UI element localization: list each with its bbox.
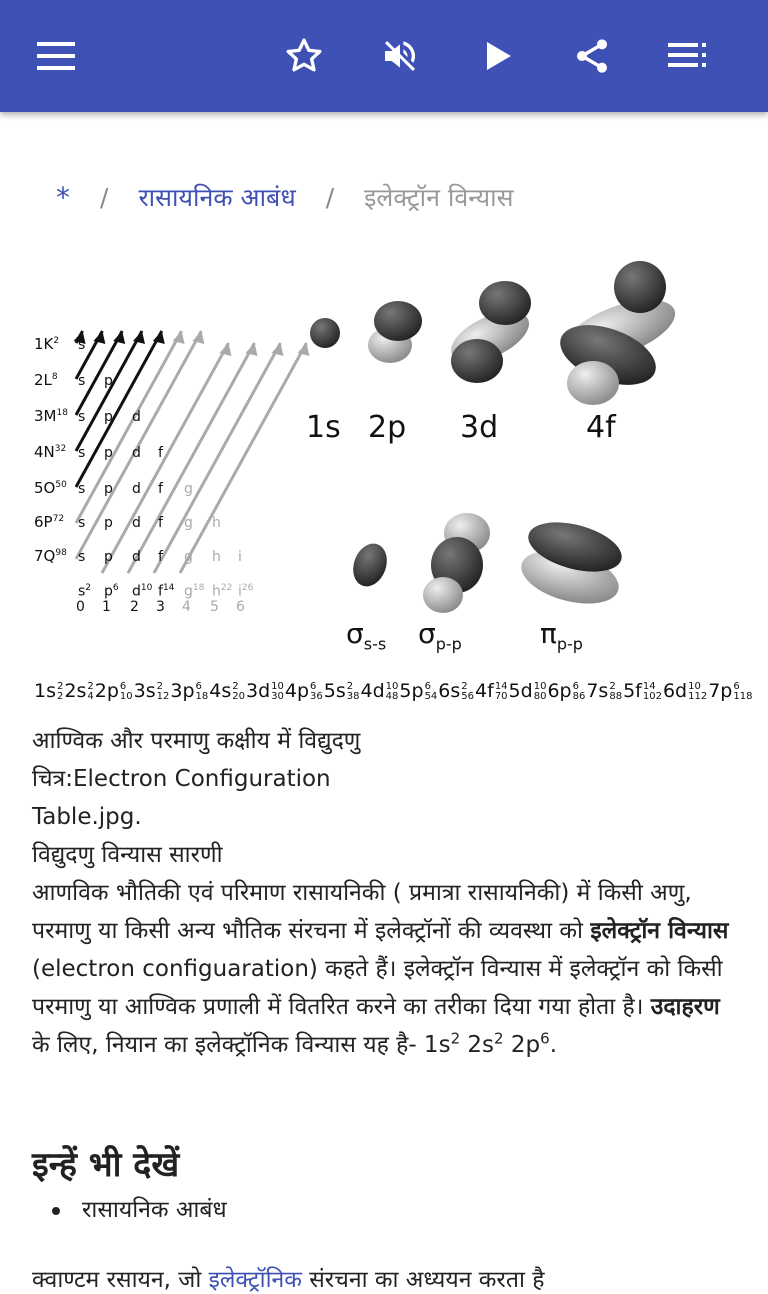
shell-capacity: 18: [56, 408, 68, 418]
caption-line: विद्युदणु विन्यास सारणी: [32, 842, 223, 868]
orbital-letter: s: [78, 549, 86, 565]
bond-sigma-pp: [423, 513, 490, 613]
aufbau-arrow: [154, 343, 281, 573]
formula-term: 5f 14 102: [623, 680, 662, 702]
menu-icon[interactable]: [28, 28, 84, 84]
orbital-letter: g: [184, 549, 193, 565]
formula-term: 7s 2 88: [586, 680, 623, 702]
orbital-letter: f: [158, 515, 163, 531]
breadcrumb-home[interactable]: *: [56, 180, 70, 214]
subshell-capacity: $d^{10}$: [132, 583, 153, 600]
orbital-letter: s: [78, 409, 86, 425]
shell-label: $2L^8$: [34, 371, 58, 389]
orbital-letter: s: [78, 481, 86, 497]
shell-label: $5O^{50}$: [34, 479, 67, 497]
volume-off-icon[interactable]: [372, 28, 428, 84]
orbital-letter: p: [104, 445, 113, 461]
subshell-capacity: $i^{26}$: [238, 583, 254, 600]
bond-label-sigma-ss: $\sigma_{s-s}$: [346, 617, 387, 654]
subshell-capacity: $f^{14}$: [158, 583, 175, 600]
l-value: 1: [102, 599, 111, 615]
formula-term: 2p 6 10: [94, 680, 133, 702]
shell-label: $1K^2$: [34, 335, 60, 353]
formula-term: 4f 14 70: [475, 680, 508, 702]
orbital-4f: [552, 261, 683, 405]
aufbau-arrow: [76, 331, 182, 523]
see-also-list: [52, 1192, 227, 1224]
app-bar: [0, 0, 768, 112]
shell-label: $7Q^{98}$: [34, 547, 67, 565]
orbital-letter: i: [238, 549, 242, 565]
orbital-letter: p: [104, 515, 113, 531]
formula-term: 2s 2 4: [64, 680, 94, 702]
intro-paragraph: आणविक भौतिकी एवं परिमाण रासायनिकी ( प्रमात्रा रासायनिकी) में किसी अणु, परमाणु या किसी अन्य भौतिक संरचना में इलेक्ट्रॉनों की व्यवस्था को इलेक्ट्रॉन विन्यास (electron configuaration) कहते हैं। इलेक्ट्रॉन विन्यास में इलेक्ट्रॉन को किसी परमाणु या आण्विक प्रणाली में वितरित करने का तरीका दिया गया होता है। उदाहरण के लिए, नियान का इलेक्ट्रॉनिक विन्यास यह है- $1s^2$ $2s^2$ $2p^6$.: [32, 880, 729, 1058]
orbital-letter: g: [184, 481, 193, 497]
formula-term: 5d 10 80: [508, 680, 547, 702]
shell-capacity: 8: [51, 372, 58, 382]
formula-term: 4s 2 20: [209, 680, 245, 702]
orbital-letter: d: [132, 481, 141, 497]
formula-term: 5p 6 54: [399, 680, 438, 702]
orbital-label-1s: 1s: [306, 410, 341, 445]
orbital-letter: p: [104, 409, 113, 425]
orbital-letter: p: [104, 549, 113, 565]
shell-capacity: 72: [52, 514, 65, 524]
see-also-heading: इन्हें भी देखें: [32, 1145, 180, 1185]
orbital-figure: [30, 255, 740, 655]
subshell-capacity: $p^6$: [104, 583, 119, 600]
orbital-label-3d: 3d: [460, 410, 499, 445]
orbital-letter: f: [158, 481, 163, 497]
orbital-letter: s: [78, 373, 86, 389]
shell-label: $6P^{72}$: [34, 513, 65, 531]
play-icon[interactable]: [470, 28, 526, 84]
breadcrumb-separator: /: [100, 182, 109, 212]
formula-term: 4p 6 36: [284, 680, 323, 702]
aufbau-arrow: [102, 343, 229, 573]
orbital-letter: h: [212, 515, 221, 531]
breadcrumb-parent[interactable]: रासायनिक आबंध: [138, 183, 296, 212]
shell-label: $4N^{32}$: [34, 443, 67, 461]
shell-capacity: 50: [55, 480, 67, 490]
orbital-letter: s: [78, 445, 86, 461]
aufbau-arrow: [180, 343, 307, 573]
l-value: 2: [130, 599, 139, 615]
caption-line: आण्विक और परमाणु कक्षीय में विद्युदणु: [32, 728, 361, 754]
shell-capacity: 32: [54, 444, 67, 454]
article-content: [32, 722, 732, 1064]
formula-term: 3s 2 12: [133, 680, 170, 702]
l-value: 0: [76, 599, 85, 615]
configuration-formula: [34, 680, 753, 702]
caption-line: Table.jpg.: [32, 804, 142, 830]
inline-link[interactable]: इलेक्ट्रॉनिक: [208, 1267, 302, 1293]
orbital-letter: f: [158, 445, 163, 461]
orbital-2p: [368, 301, 422, 363]
formula-term: 4d 10 48: [360, 680, 399, 702]
subshell-capacity: $g^{18}$: [184, 583, 205, 600]
orbital-1s: [310, 318, 340, 348]
example-bold: उदाहरण: [650, 994, 720, 1020]
term-bold: इलेक्ट्रॉन विन्यास: [590, 918, 729, 944]
formula-term: 7p 6 118: [708, 680, 753, 702]
orbital-label-4f: 4f: [586, 410, 616, 445]
orbital-letter: g: [184, 515, 193, 531]
share-icon[interactable]: [564, 28, 620, 84]
orbital-letter: s: [78, 515, 86, 531]
l-value: 4: [182, 599, 191, 615]
shell-label: $3M^{18}$: [34, 407, 68, 425]
aufbau-arrow: [128, 343, 255, 573]
see-also-link[interactable]: रासायनिक आबंध: [82, 1197, 227, 1223]
l-value: 3: [156, 599, 165, 615]
caption-line: चित्र:Electron Configuration: [32, 766, 331, 792]
bond-pi-pp: [515, 513, 627, 613]
bond-label-pi-pp: $\pi_{p-p}$: [540, 617, 583, 654]
star-icon[interactable]: [276, 28, 332, 84]
formula-term: 6p 6 86: [547, 680, 586, 702]
l-value: 5: [210, 599, 219, 615]
subshell-capacity: $h^{22}$: [212, 583, 233, 600]
bullet-icon: [52, 1207, 60, 1215]
orbital-letter: d: [132, 549, 141, 565]
orbital-letter: s: [78, 337, 86, 353]
shell-capacity: 98: [55, 548, 67, 558]
l-value: 6: [236, 599, 245, 615]
playlist-icon[interactable]: [660, 28, 716, 84]
formula-term: 1s 2 2: [34, 680, 64, 702]
orbital-3d: [443, 281, 536, 383]
orbital-label-2p: 2p: [368, 410, 407, 445]
subshell-capacity: $s^2$: [78, 583, 92, 600]
orbital-letter: p: [104, 373, 113, 389]
orbital-letter: d: [132, 409, 141, 425]
formula-term: 6s 2 56: [438, 680, 475, 702]
orbital-letter: h: [212, 549, 221, 565]
formula-term: 6d 10 112: [662, 680, 708, 702]
formula-term: 3d 10 30: [246, 680, 284, 702]
orbital-letter: d: [132, 445, 141, 461]
shell-capacity: 2: [53, 336, 60, 346]
orbital-letter: d: [132, 515, 141, 531]
formula-term: 5s 2 38: [323, 680, 360, 702]
breadcrumb: [56, 180, 514, 214]
orbital-letter: p: [104, 481, 113, 497]
list-item[interactable]: [52, 1192, 227, 1224]
orbital-letter: f: [158, 549, 163, 565]
breadcrumb-current: इलेक्ट्रॉन विन्यास: [364, 183, 514, 212]
breadcrumb-separator: /: [325, 182, 335, 212]
aufbau-arrow: [76, 331, 142, 451]
bond-label-sigma-pp: $\sigma_{p-p}$: [418, 617, 462, 654]
bond-sigma-ss: [347, 539, 392, 591]
cut-off-line: क्वाण्टम रसायन, जो इलेक्ट्रॉनिक संरचना का अध्ययन करता है: [32, 1267, 545, 1293]
formula-term: 3p 6 18: [170, 680, 209, 702]
